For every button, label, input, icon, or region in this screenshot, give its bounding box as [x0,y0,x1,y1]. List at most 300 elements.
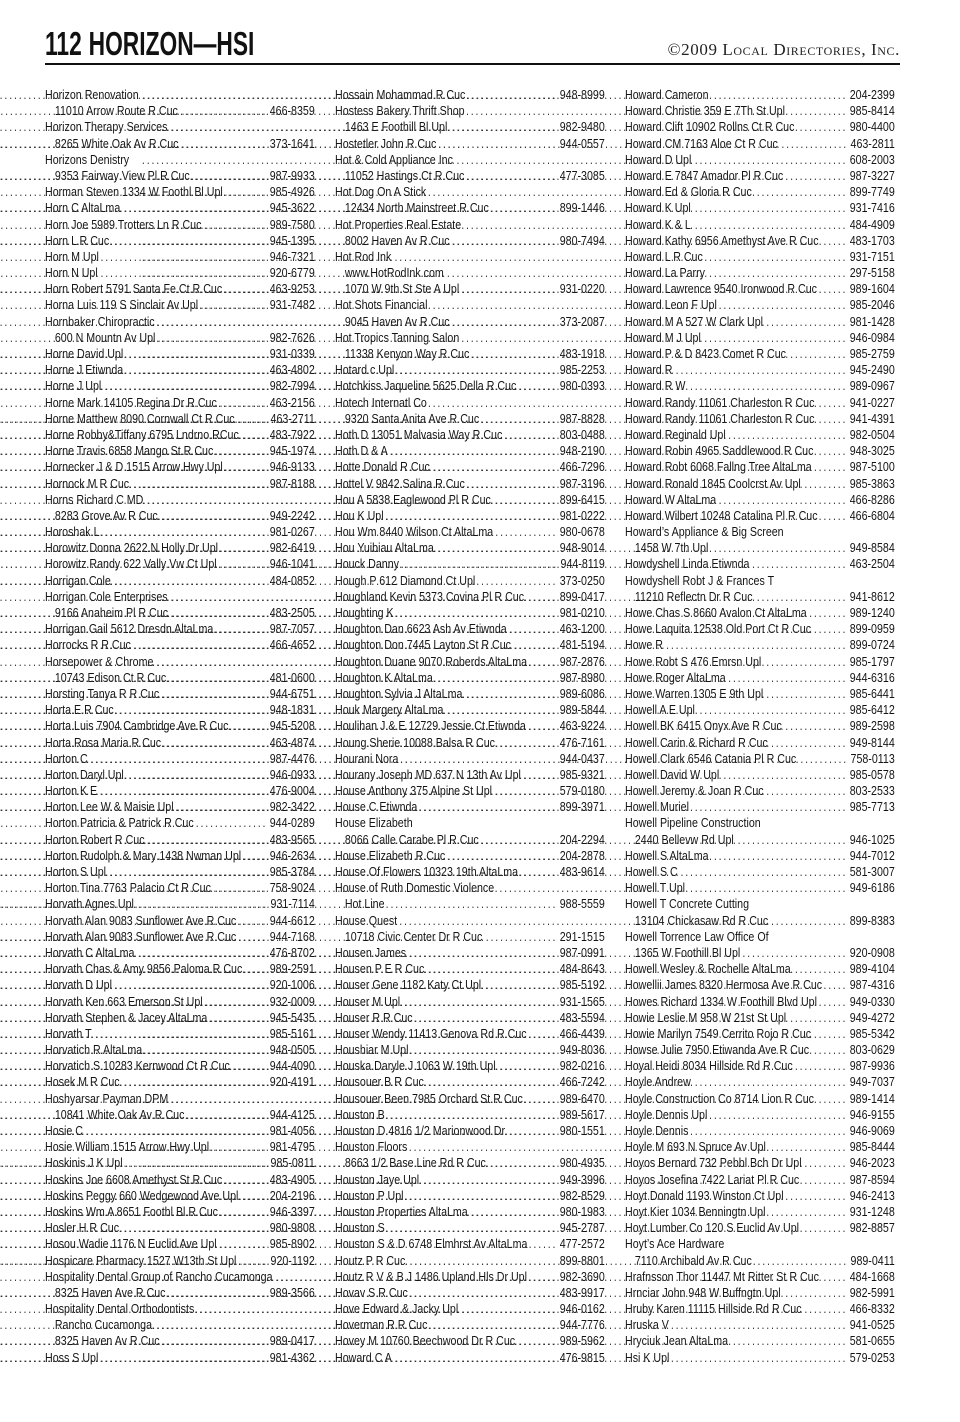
listing-phone: 581-3007 [849,864,895,879]
listing-line [625,362,895,378]
listing-name: Horsepower & Chrome [45,653,154,669]
listing-name: 8663 1/2 Base Line Rd R Cuc [344,1155,486,1171]
listing-name: Hostess Bakery Thrift Shop [335,103,465,119]
listing-name: Howard Reginald Upl [625,426,726,442]
listing-phone: 477-3085 [559,167,605,183]
dot-leader [768,1139,847,1155]
listing-phone: 463-2156 [269,394,315,410]
listing-phone: 949-4272 [849,1009,895,1025]
listing-phone: 899-3971 [559,799,605,815]
listing-phone: 920-6779 [269,265,315,281]
listing-name: Hoshyarsar Payman DPM [45,1090,169,1106]
listing-name: Hospicare Pharmacy 1527 W13th St Upl [45,1252,237,1268]
listing-phone: 985-5192 [559,977,605,993]
listing-name: Houser M Upl [335,993,401,1009]
listing-heading [625,573,895,589]
listing-phone: 466-6804 [849,507,895,523]
dot-leader [814,459,847,475]
listing-phone: 987-9936 [849,1058,895,1074]
listing-phone: 949-8144 [849,734,895,750]
listing-phone: 946-1025 [849,831,895,847]
listing-name: Hot Properties Real Estate [335,216,462,232]
listing-line [625,589,895,605]
listing-name: Hosie C [45,1123,83,1138]
listing-name: 11010 Arrow Route R Cuc [54,103,178,119]
listing-phone: 466-8286 [849,491,895,507]
listing-name: Houser Wendy 11413 Genova Rd R Cuc [335,1025,527,1041]
listing-line [335,573,605,589]
listing-name: Houng Sherie 10088 Balsa R Cuc [335,734,496,750]
listing-phone: 982-6419 [269,540,315,556]
listing-name: Horton K E [45,783,98,799]
directory-column-3 [625,87,895,1366]
listing-name: House Quest [335,912,398,928]
listing-heading [625,815,895,831]
listing-name: Hovey M 10760 Beechwood Dr R Cuc [335,1333,516,1349]
listing-phone: 483-4905 [269,1171,315,1187]
dot-leader [688,378,847,394]
listing-name: Horvath Alan 9083 Sunflower Ave R Cuc [45,912,237,928]
listing-phone: 483-9917 [559,1284,605,1300]
listing-phone: 988-5559 [559,896,605,912]
listing-phone: 987-8594 [849,1171,895,1187]
listing-phone: 946-0933 [269,766,315,782]
listing-line [625,783,895,799]
listing-phone: 985-8902 [269,1236,315,1252]
listing-name: Howard La Parry [625,265,705,281]
listing-name: 9353 Fairway View Pl R Cuc [54,167,190,183]
listing-name: Howard Christie 359 E 7Th St Upl [625,103,785,119]
listing-name: 1365 W Foothill Bl Upl [634,944,741,960]
dot-leader [743,945,847,961]
dot-leader [711,87,847,103]
listing-name: Hoyt Kier 1034 Benningtn Upl [625,1203,766,1219]
listing-phone: 463-2811 [850,135,895,151]
listing-name: Howellii James 8320 Hermosa Ave R Cuc [625,977,823,993]
listing-phone: 949-8036 [559,1042,605,1058]
listing-phone: 932-0009 [269,993,315,1009]
listing-line [45,815,315,831]
listing-phone: 980-1983 [559,1203,605,1219]
dot-leader [821,233,847,249]
listing-phone: 466-8332 [849,1301,895,1317]
listing-name: Houtz R V & B J 1486 Upland Hls Dr Upl [335,1268,527,1284]
listing-line [625,1253,895,1269]
listing-line [625,168,895,184]
listing-name: Howell S AltaLma [625,847,709,863]
listing-name: Howard R W [625,378,686,394]
listing-phone: 980-0393 [559,378,605,394]
listing-phone: 466-8359 [269,103,315,119]
listing-name: 8265 White Oak Av R Cuc [54,135,179,151]
dot-leader [728,670,847,686]
listing-name: Houghting K [335,605,394,620]
listing-line [625,1042,895,1058]
dot-leader [813,1026,847,1042]
listing-name: Howe Laquita 12538 Old Port Ct R Cuc [625,621,812,637]
listing-name: Horton Tina 7763 Palacio Ct R Cuc [45,880,211,896]
listing-line [625,1155,895,1171]
listing-phone: 204-2294 [559,831,605,847]
listing-name: Hoyos Josefina 7422 Lariat Pl R Cuc [625,1171,800,1187]
listing-line [625,1285,895,1301]
dot-leader [801,1220,847,1236]
listing-phone: 581-0655 [849,1333,895,1349]
dot-leader [786,1188,847,1204]
listing-name: Howdyshell Robt J & Frances T [625,572,775,588]
listing-name: Horne Matthew 8090 Cornwall Ct R Cuc [45,410,235,426]
listing-phone: 899-0959 [849,621,895,637]
listing-name: 8066 Calle Carabe Pl R Cuc [344,831,479,847]
listing-name: 13104 Chickasaw Rd R Cuc [634,912,769,928]
listing-phone: 944-0557 [559,135,605,151]
listing-phone: 204-2196 [269,1187,315,1203]
listing-name: Hourany Joseph MD 637 N 13th Av Upl [335,766,521,782]
listing-name: Housouer Been 7985 Orchard St R Cuc [335,1090,523,1106]
listing-phone: 484-4909 [849,216,895,232]
listing-name: Horta Rosa Maria R Cuc [45,734,162,750]
listing-phone: 483-9614 [559,864,605,879]
listing-phone: 949-8584 [849,540,895,556]
listing-phone: 949-6186 [849,880,895,896]
listing-phone: 931-7416 [849,200,895,216]
listing-name: Houlihan J & E 12729 Jessie Ct Etiwnda [335,718,526,734]
listing-name: Howie Leslie M 958 W 21st St Upl [625,1009,787,1025]
listing-name: Horman Steven 1334 W Foothl Bl Upl [45,184,223,200]
listing-phone: 985-6412 [849,702,895,718]
listing-phone: 989-0411 [850,1252,895,1268]
listing-name: Howard C A [335,1349,392,1365]
listing-phone: 931-7114 [270,896,315,912]
page-number: 112 [45,25,82,62]
listing-name: Houston D 4816 1/2 Marionwood Dr [335,1123,506,1138]
dot-leader [687,880,847,896]
listing-phone: 948-8999 [559,87,605,102]
listing-line [625,233,895,249]
listing-phone: 989-6470 [559,1090,605,1106]
listing-phone: 476-9004 [269,783,315,799]
listing-name: Howard Ronald 1845 Coolcrst Av Upl [625,475,801,491]
dot-leader [697,702,847,718]
dot-leader [814,621,848,637]
listing-phone: 476-7161 [559,734,605,750]
dot-leader [768,1204,847,1220]
listing-name: Hoyle Construction Co 8714 Lion R Cuc [625,1090,815,1106]
dot-leader [817,395,847,411]
listing-phone: 989-4104 [849,961,895,977]
listing-heading [625,896,895,912]
listing-line [625,718,895,734]
listing-line [625,621,895,637]
listing-name: Hoyal Heidi 8034 Hillside Rd R Cuc [625,1058,793,1074]
listing-phone: 989-5844 [559,702,605,718]
listing-name: Horn N Upl [45,265,98,281]
listing-phone: 463-4802 [269,362,315,378]
listing-name: Horn L R Cuc [45,232,110,248]
listing-name: Houser R R Cuc [335,1009,413,1025]
listing-phone: 463-4874 [269,734,315,750]
listing-phone: 982-3422 [269,799,315,815]
listing-line [625,297,895,313]
listing-name: Hough P 612 Diamond Ct Upl [335,572,476,588]
listing-name: Howard Randy 11061 Charleston R Cuc [625,394,815,410]
dot-leader [764,654,848,670]
dot-leader [819,994,847,1010]
listing-line [625,977,895,993]
dot-leader [665,637,847,653]
dot-leader [711,540,847,556]
listing-name: Houston B [335,1106,385,1122]
listing-phone: 982-0216 [559,1058,605,1074]
listing-name: Howe R [625,637,663,653]
listing-name: Howe Warren 1305 E 9th Upl [625,685,764,701]
listing-phone: 466-4439 [559,1025,605,1041]
listing-name: Horvath Chas & Amy 9856 Paloma R Cuc [45,961,243,977]
dot-leader [820,508,847,524]
listing-line [625,1139,895,1155]
listing-name: Houser Gene 1182 Katy Ct Upl [335,977,482,993]
listing-name: House Of Flowers 10323 19th AltaLma [335,864,519,879]
listing-phone: 899-6415 [559,491,605,507]
listing-phone: 985-2759 [849,346,895,361]
dot-leader [755,589,847,605]
listing-phone: 373-0250 [559,572,605,588]
listing-name: Howie Marilyn 7549 Cerrito Rojo R Cuc [625,1025,812,1041]
listing-phone: 481-0600 [269,669,315,685]
listing-line [625,427,895,443]
listing-name: Horvath Stephen & Jacey AltaLma [45,1009,208,1025]
copyright-notice: ©2009 Local Directories, Inc. [667,40,900,59]
listing-phone: 949-3996 [559,1171,605,1187]
listing-name: Horvatich S 10283 Kernwood Ct R Cuc [45,1058,230,1074]
listing-line [625,476,895,492]
listing-phone: 758-0113 [850,750,895,766]
listing-name: Howard Robt 6068 Fallng Tree AltaLma [625,459,812,475]
listing-name: Horton Daryl Upl [45,766,124,782]
dot-leader [804,1155,847,1171]
listing-line [625,152,895,168]
listing-name: Housouer B R Cuc [335,1074,424,1090]
listing-phone: 946-9155 [849,1106,895,1122]
dot-leader [766,686,848,702]
listing-phone: 985-8414 [849,103,895,119]
listing-phone: 981-1428 [849,313,895,329]
listing-name: 600 N Mountn Av Upl [54,329,156,345]
listing-name: Hotte Donald R Cuc [335,459,430,475]
dot-leader [799,751,848,767]
listing-phone: 989-1414 [849,1090,895,1106]
listing-line [625,556,895,572]
listing-name: Horvath C AltaLma [45,944,135,960]
dot-leader [795,1058,847,1074]
dot-leader [766,314,848,330]
listing-name: 1463 E Foothill Bl Upl [344,119,448,135]
listing-phone: 948-3025 [849,443,895,459]
listing-phone: 204-2878 [559,847,605,863]
dot-leader [722,767,848,783]
dot-leader [783,1285,847,1301]
listing-phone: 941-8612 [849,588,895,604]
listing-line [625,670,895,686]
listing-phone: 987-3227 [849,167,895,183]
listing-name: Hot Tropics Tanning Salon [335,329,460,345]
listing-phone: 803-0629 [849,1042,895,1058]
listing-phone: 989-5962 [559,1333,605,1349]
listing-name: Howard D Upl [625,151,692,167]
dot-leader [675,362,847,378]
listing-name: House Anthony 375 Alpine St Upl [335,783,493,799]
listing-phone: 579-0253 [849,1349,895,1365]
listing-name: Hornock M R Cuc [45,475,130,491]
listing-name: Howard Lawrence 9540 Ironwood R Cuc [625,281,817,297]
listing-phone: 985-4926 [269,184,315,200]
listing-name: 12434 North Mainstreet R Cuc [344,200,489,216]
listing-name: Howell S C [625,864,678,879]
listing-name: Horne J Etiwnda [45,362,124,378]
listing-name: Hryciuk Jean AltaLma [625,1333,729,1349]
listing-line [625,1107,895,1123]
dot-leader [671,1317,847,1333]
dot-leader [825,977,848,993]
listing-name: Hoskinis J K Upl [45,1155,123,1171]
listing-line [625,1269,895,1285]
dot-leader [680,864,847,880]
listing-name: 8325 Haven Av R Cuc [54,1333,160,1349]
listing-phone: 941-4391 [849,410,895,426]
listing-phone: 985-7713 [849,799,895,815]
dot-leader [478,573,558,589]
listing-name: Howard P & D 8423 Comet R Cuc [625,346,786,361]
listing-line [625,880,895,896]
listing-line [625,1301,895,1317]
listing-phone: 931-7151 [849,248,895,264]
listing-phone: 981-4362 [269,1349,315,1365]
listing-name: Horne Robby&Tiffany 6795 Lndrno RCuc [45,426,239,442]
listing-name: Houghton Duane 9070 Roberds AltaLma [335,653,528,669]
listing-phone: 944-0437 [559,750,605,766]
listing-line [625,799,895,815]
listing-line [625,751,895,767]
listing-line [625,281,895,297]
dot-leader [789,1010,848,1026]
listing-phone: 931-1565 [559,993,605,1009]
listing-phone: 944-8119 [560,556,605,572]
listing-name: Houston Properties AltaLma [335,1203,468,1219]
listing-name: Horton C [45,750,88,766]
listing-name: Hot Line [344,896,385,912]
listing-name: 10718 Civic Center Dr R Cuc [344,928,483,944]
dot-leader [793,961,847,977]
dot-leader [705,249,847,265]
listing-name: Hou Wm 8440 Wilson Ct AltaLma [335,524,494,540]
listing-name: Hot Dog On A Stick [335,184,427,200]
listing-line [625,945,895,961]
dot-leader [809,605,847,621]
listing-phone: 899-8383 [849,912,895,928]
listing-name: Hoss S Upl [45,1349,99,1365]
dot-leader [797,119,847,135]
listing-name: Hot & Cold Appliance Inc [335,151,453,167]
listing-phone: 466-4652 [269,637,315,653]
listing-phone: 949-7037 [849,1074,895,1090]
listing-name: Housen James [335,944,407,960]
listing-name: Howe Chas S 8660 Avalon Ct AltaLma [625,605,807,620]
listing-name: Hovav S R Cuc [335,1284,408,1300]
listing-name: Hosou Wadie 1176 N Euclid Ave Upl [45,1236,217,1252]
listing-line [625,735,895,751]
listing-phone: 987-8980 [559,669,605,685]
listing-name: Horta E R Cuc [45,702,114,718]
listing-phone: 944-6316 [849,669,895,685]
listing-name: Hsi K Upl [625,1349,670,1365]
listing-name: House of Ruth Domestic Violence [335,880,495,896]
dot-leader [691,1123,847,1139]
listing-name: Howell T Upl [625,880,686,896]
listing-name: Houtz P R Cuc [335,1252,406,1268]
listing-name: www.HotRodInk.com [344,265,444,281]
listing-phone: 476-9815 [559,1349,605,1365]
listing-phone: 981-4056 [269,1123,315,1138]
listing-name: Hrnciar John 948 W Buffngtn Upl [625,1284,781,1300]
listing-line [335,1236,605,1252]
listing-name: Horton Patricia & Patrick R Cuc [45,815,194,831]
listing-line [625,1220,895,1236]
listing-name: Howell Torrence Law Office Of [625,928,769,944]
dot-leader [754,184,847,200]
listing-name: Horrocks R R Cuc [45,637,131,653]
listing-phone: 981-4795 [269,1139,315,1155]
listing-phone: 920-1006 [269,977,315,993]
listing-line [625,265,895,281]
listing-name: Horn Robert 5791 Santa Fe Ct R Cuc [45,281,223,297]
listing-phone: 946-2634 [269,847,315,863]
listing-name: Hosek M R Cuc [45,1074,120,1090]
dot-leader [817,411,847,427]
listing-heading [625,524,895,540]
listing-phone: 945-1395 [269,232,315,248]
listing-name: Horizons Denistry [45,151,130,167]
listing-name: Hou A 5838 Eaglewood Pl R Cuc [335,491,491,507]
listing-name: Hoyle Dennis Upl [625,1106,708,1122]
listing-phone: 985-5342 [849,1025,895,1041]
listing-line [625,1317,895,1333]
listing-name: Houghton K AltaLma [335,669,433,685]
listing-phone: 944-4090 [269,1058,315,1074]
dot-leader [496,524,558,540]
listing-line [625,702,895,718]
listing-name: Howe Roger AltaLma [625,669,726,685]
dot-leader [707,265,847,281]
listing-name: Hornbaker Chiropractic [45,313,155,329]
listing-phone: 982-0504 [849,426,895,442]
listing-line [625,395,895,411]
listing-phone: 483-5594 [559,1009,605,1025]
listing-phone: 483-2505 [269,605,315,620]
listing-phone: 948-2190 [559,443,605,459]
listing-name: Houston Floors [335,1139,408,1155]
listing-name: Horna Luis 119 S Sinclair Av Upl [45,297,199,313]
listing-line [625,217,895,233]
listing-line [625,314,895,330]
dot-leader [802,1172,848,1188]
listing-phone: 204-2399 [849,87,895,102]
listing-phone: 985-1797 [849,653,895,669]
listing-name: Horvath Alan 9083 Sunflower Ave R Cuc [45,928,237,944]
listing-phone: 944-7776 [559,1317,605,1333]
listing-phone: 920-4191 [269,1074,315,1090]
dot-leader [816,443,847,459]
listing-phone: 987-4316 [849,977,895,993]
